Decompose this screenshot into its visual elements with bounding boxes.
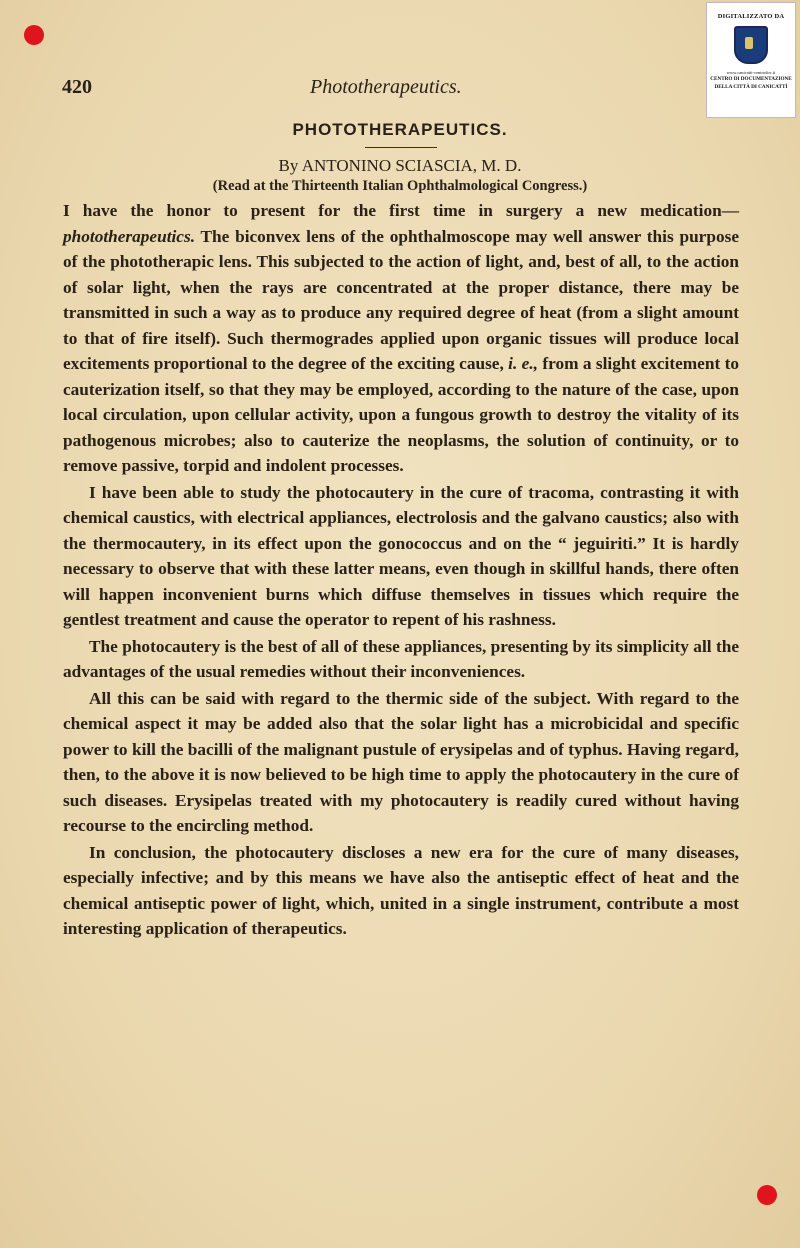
red-marker-top-left bbox=[24, 25, 44, 45]
paragraph-2: I have been able to study the photocautery in the cure of tracoma, contrasting it with chemical caustics, with electrical appliances, electrolosis and the galvano caustics; also with the thermocautery, in its effect upon the gonococcus and on the “ jeguiriti.” It is hardly necessary to observe that with these latter means, even though in skillful hands, there often will happen inconvenient burns which diffuse themselves in tissues which require the gentlest treatment and cause the operator to repent of his rashness. bbox=[63, 482, 739, 629]
coat-of-arms-icon bbox=[734, 26, 768, 64]
article-title: PHOTOTHERAPEUTICS. bbox=[292, 120, 508, 139]
stamp-url: www.canicatti-centrodoc.it bbox=[726, 70, 776, 75]
italic-abbrev: i. e., bbox=[508, 354, 538, 373]
paragraph-3: The photocautery is the best of all of these appliances, presenting by its simplicity all the advantages of the usual remedies without their inconveniences. bbox=[63, 636, 739, 681]
page-header bbox=[62, 76, 702, 100]
paragraph-5: In conclusion, the photocautery discloses a new era for the cure of many diseases, especially infective; and by this means we have also the antiseptic effect of heat and the chemical antiseptic power of light, which, united in a single instrument, contribute a most interesting application of therapeutics. bbox=[63, 842, 739, 938]
page-number: 420 bbox=[62, 76, 92, 98]
running-title: Phototherapeutics. bbox=[310, 76, 462, 98]
title-rule bbox=[365, 147, 437, 148]
stamp-line-2: DELLA CITTÀ DI CANICATTÌ bbox=[714, 84, 788, 90]
paragraph-1: I have the honor to present for the first time in surgery a new medication—phototherapeutics. The biconvex lens of the ophthalmoscope may well answer this purpose of the phototherapic lens. This subjected to the action of light, and, best of all, to the action of solar light, when the rays are concentrated at the proper distance, there may be transmitted in such a way as to produce any required degree of heat (from a slight amount to that of fire itself). Such thermogrades applied upon organic tissues will produce local excitements proportional to the degree of the exciting cause, i. e., from a slight excitement to cauterization itself, so that they may be employed, according to the nature of the case, upon local circulation, upon cellular activity, upon a fungous growth to destroy the vitality of its pathogenous microbes; also to cauterize the neoplasms, the solution of continuity, or to remove passive, torpid and indolent processes. bbox=[63, 201, 739, 475]
stamp-line-1: CENTRO DI DOCUMENTAZIONE bbox=[710, 76, 792, 82]
paragraph-4: All this can be said with regard to the thermic side of the subject. With regard to the chemical aspect it may be added also that the solar light has a microbicidal and specific power to kill the bacilli of the malignant pustule of erysipelas and of typhus. Having regard, then, to the above it is now believed to be high time to apply the photocautery in the cure of such diseases. Erysipelas treated with my photocautery is readily cured without having recourse to the encircling method. bbox=[63, 688, 739, 835]
digitization-stamp bbox=[706, 2, 796, 118]
article-byline: By ANTONINO SCIASCIA, M. D. bbox=[278, 156, 522, 175]
article-read-note: (Read at the Thirteenth Italian Ophthalmological Congress.) bbox=[212, 178, 588, 194]
red-marker-bottom-right bbox=[757, 1185, 777, 1205]
italic-term: phototherapeutics. bbox=[63, 226, 196, 246]
stamp-title: DIGITALIZZATO DA bbox=[717, 13, 785, 20]
article-body bbox=[63, 198, 739, 942]
